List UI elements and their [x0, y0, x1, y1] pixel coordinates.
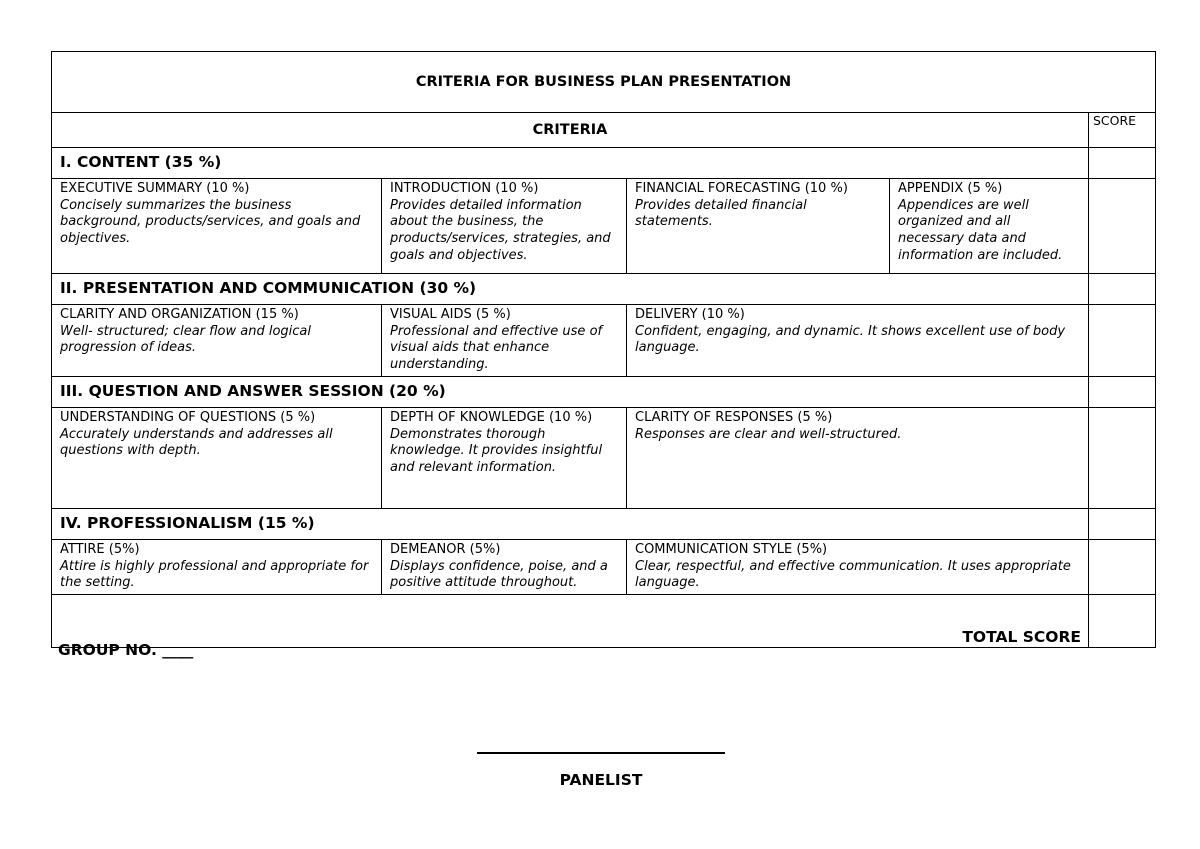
criterion-understanding-questions [52, 407, 382, 508]
presentation-items-score[interactable] [1089, 305, 1156, 377]
section-qa-label: III. QUESTION AND ANSWER SESSION (20 %) [52, 376, 1089, 407]
criterion-name: APPENDIX (5 %) [898, 181, 1003, 196]
criterion-name: CLARITY OF RESPONSES (5 %) [635, 409, 833, 425]
rubric-table [51, 51, 1156, 648]
criterion-delivery [627, 305, 1089, 377]
section-presentation-label: II. PRESENTATION AND COMMUNICATION (30 %) [52, 274, 1089, 305]
total-score-label: TOTAL SCORE [52, 594, 1089, 647]
criterion-desc: Displays confidence, poise, and a positive attitude throughout. [390, 558, 608, 591]
criterion-executive-summary [52, 179, 382, 274]
criterion-desc: Confident, engaging, and dynamic. It shows excellent use of body language. [635, 323, 1066, 356]
criterion-name: INTRODUCTION (10 %) [390, 181, 539, 196]
criterion-desc: Demonstrates thorough knowledge. It provides insightful and relevant information. [390, 426, 603, 475]
professionalism-items-score[interactable] [1089, 539, 1156, 594]
criterion-name: DEPTH OF KNOWLEDGE (10 %) [390, 409, 593, 425]
criterion-desc: Accurately understands and addresses all questions with depth. [60, 426, 333, 459]
section-content-label: I. CONTENT (35 %) [52, 148, 1089, 179]
criterion-name: UNDERSTANDING OF QUESTIONS (5 %) [60, 409, 316, 425]
criterion-desc: Responses are clear and well-structured. [635, 426, 902, 442]
criterion-financial-forecasting [627, 179, 890, 274]
criterion-introduction [382, 179, 627, 274]
criterion-name: COMMUNICATION STYLE (5%) [635, 541, 828, 557]
criterion-appendix [890, 179, 1089, 274]
panelist-label: PANELIST [559, 771, 643, 789]
criterion-desc: Well- structured; clear flow and logical progression of ideas. [60, 323, 312, 356]
criterion-desc: Appendices are well organized and all necessary data and information are included. [898, 197, 1063, 263]
criterion-desc: Concisely summarizes the business background, products/services, and goals and objectives. [60, 197, 361, 247]
criterion-clarity-organization [52, 305, 382, 377]
criterion-visual-aids [382, 305, 627, 377]
criterion-communication-style [627, 539, 1089, 594]
criterion-desc: Attire is highly professional and appropriate for the setting. [60, 558, 369, 591]
score-header: SCORE [1089, 113, 1156, 148]
criterion-name: ATTIRE (5%) [60, 541, 140, 557]
criterion-name: FINANCIAL FORECASTING (10 %) [635, 181, 848, 196]
criterion-name: DEMEANOR (5%) [390, 541, 501, 557]
criterion-demeanor [382, 539, 627, 594]
section-professionalism-score[interactable] [1089, 508, 1156, 539]
section-professionalism-label: IV. PROFESSIONALISM (15 %) [52, 508, 1089, 539]
content-items-score[interactable] [1089, 179, 1156, 274]
signature-line[interactable] [477, 752, 725, 754]
criterion-name: VISUAL AIDS (5 %) [390, 307, 511, 322]
section-presentation-score[interactable] [1089, 274, 1156, 305]
criterion-name: CLARITY AND ORGANIZATION (15 %) [60, 307, 299, 322]
section-content-score[interactable] [1089, 148, 1156, 179]
criterion-attire [52, 539, 382, 594]
total-score-value[interactable] [1089, 594, 1156, 647]
criterion-clarity-responses [627, 407, 1089, 508]
rubric-title: CRITERIA FOR BUSINESS PLAN PRESENTATION [52, 52, 1156, 113]
criterion-depth-knowledge [382, 407, 627, 508]
criteria-header: CRITERIA [52, 113, 1089, 148]
section-qa-score[interactable] [1089, 376, 1156, 407]
group-number-field[interactable]: GROUP NO. ____ [58, 641, 194, 659]
criterion-desc: Provides detailed information about the business, the products/services, strategies, and goals and objectives. [390, 197, 611, 263]
criterion-desc: Clear, respectful, and effective communication. It uses appropriate language. [635, 558, 1071, 591]
criterion-desc: Professional and effective use of visual aids that enhance understanding. [390, 323, 603, 373]
criterion-name: EXECUTIVE SUMMARY (10 %) [60, 181, 250, 196]
criterion-name: DELIVERY (10 %) [635, 307, 745, 322]
qa-items-score[interactable] [1089, 407, 1156, 508]
criterion-desc: Provides detailed financial statements. [635, 197, 807, 230]
